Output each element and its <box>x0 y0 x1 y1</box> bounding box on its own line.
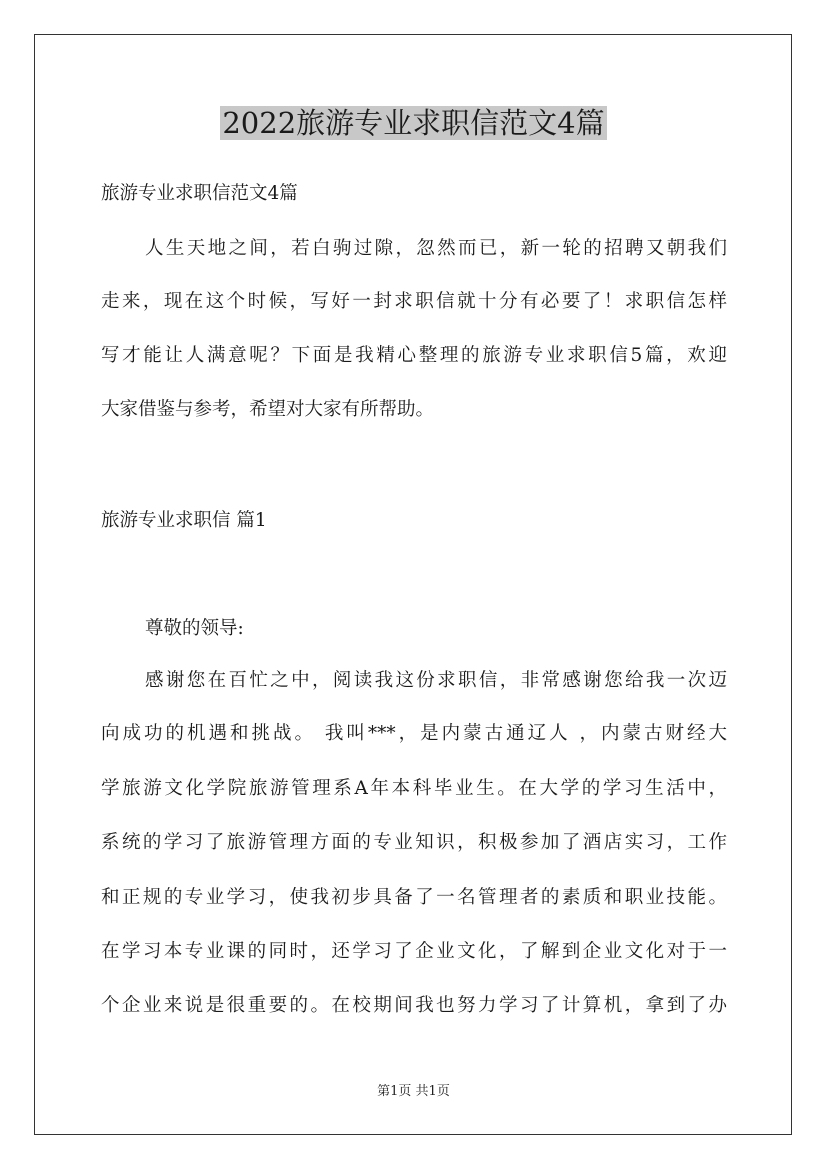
body-line: 向成功的机遇和挑战。 我叫***，是内蒙古通辽人 ，内蒙古财经大 <box>101 723 727 744</box>
intro-line: 写才能让人满意呢？下面是我精心整理的旅游专业求职信5篇，欢迎 <box>101 345 727 366</box>
body-line: 感谢您在百忙之中，阅读我这份求职信，非常感谢您给我一次迈 <box>145 670 727 691</box>
body-line: 和正规的专业学习，使我初步具备了一名管理者的素质和职业技能。 <box>101 887 727 908</box>
intro-line: 人生天地之间，若白驹过隙，忽然而已，新一轮的招聘又朝我们 <box>145 238 727 259</box>
document-subtitle: 旅游专业求职信范文4篇 <box>101 183 298 204</box>
page-footer: 第1页 共1页 <box>377 1084 450 1099</box>
body-line: 学旅游文化学院旅游管理系A年本科毕业生。在大学的学习生活中， <box>101 778 727 799</box>
document-title-text: 2022旅游专业求职信范文4篇 <box>222 106 605 140</box>
intro-line: 走来，现在这个时候，写好一封求职信就十分有必要了！求职信怎样 <box>101 291 727 312</box>
salutation: 尊敬的领导: <box>145 618 244 639</box>
section-heading: 旅游专业求职信 篇1 <box>101 510 267 531</box>
body-line: 系统的学习了旅游管理方面的专业知识，积极参加了酒店实习，工作 <box>101 832 727 853</box>
document-title <box>0 101 827 145</box>
body-line: 在学习本专业课的同时，还学习了企业文化，了解到企业文化对于一 <box>101 941 727 962</box>
body-line: 个企业来说是很重要的。在校期间我也努力学习了计算机，拿到了办 <box>101 995 727 1016</box>
intro-line: 大家借鉴与参考，希望对大家有所帮助。 <box>101 399 435 420</box>
